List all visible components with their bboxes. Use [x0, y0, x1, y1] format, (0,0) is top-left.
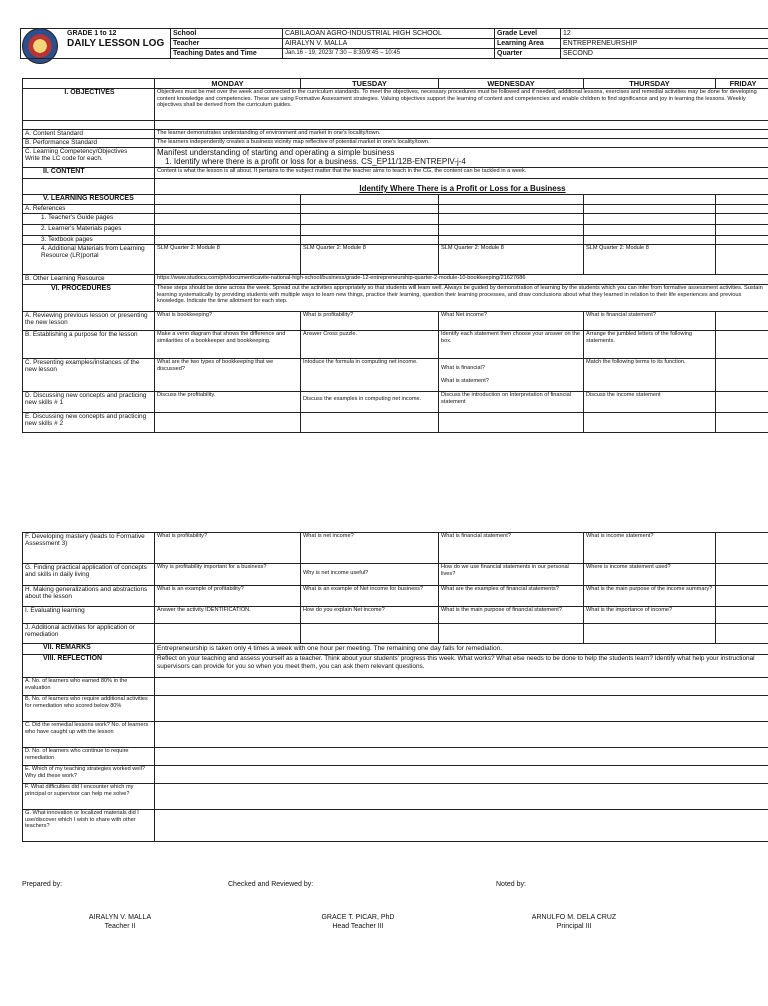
procedure-a-thu: What is financial statement? — [584, 312, 716, 331]
procedure-g-wed: How do we use financial statements in our personal lives? — [439, 564, 584, 586]
procedures-title: VI. PROCEDURES — [23, 285, 155, 312]
content-title: II. CONTENT — [23, 168, 155, 179]
content-topic: Identify Where There is a Profit or Loss for a Business — [155, 179, 768, 195]
procedure-j-thu — [584, 624, 716, 644]
procedure-c-tue: Intoduce the formula in computing net income. — [301, 359, 439, 392]
remarks-title: VII. REMARKS — [23, 644, 155, 655]
dates-value: Jan.16 - 19, 2023/ 7:30 – 8:30/9:45 – 10:45 — [283, 49, 495, 59]
procedure-a-tue: What is profitability? — [301, 312, 439, 331]
school-label: School — [171, 29, 283, 39]
competency-line2: 1. Identify where there is a profit or loss for a business. CS_EP11/12B-ENTREPIV-j-4 — [165, 157, 466, 166]
additional-materials-wed: SLM Quarter 2: Module 8 — [439, 245, 584, 275]
additional-materials-thu: SLM Quarter 2: Module 8 — [584, 245, 716, 275]
procedure-b-thu: Arrange the jumbled letters of the following statements. — [584, 331, 716, 359]
procedure-c-wed — [439, 359, 584, 392]
prepared-by-name: AIRALYN V. MALLA — [88, 914, 152, 921]
teachers-guide-label: 1. Teacher's Guide pages — [23, 214, 155, 225]
checked-by-name: GRACE T. PICAR, PhD — [321, 914, 395, 921]
noted-by-label: Noted by: — [496, 881, 526, 888]
reflection-item-c: C. Did the remedial lessons work? No. of learners who have caught up with the lesson — [23, 722, 155, 748]
additional-materials-label: 4. Additional Materials from Learning Resource (LR)portal — [23, 245, 155, 275]
prepared-by-title: Teacher II — [104, 923, 136, 930]
learners-materials-label: 2. Learner's Materials pages — [23, 225, 155, 236]
procedure-f-wed: What is financial statement? — [439, 533, 584, 564]
noted-by-signatory — [512, 913, 636, 931]
procedure-c-wed-q2: What is statement? — [441, 377, 489, 384]
teacher-value: AIRALYN V. MALLA — [283, 39, 495, 49]
other-resource-link[interactable]: https://www.studocu.com/ph/document/cavite-national-high-school/business/grade-12-entrepreneurship-quarter-2-module-10-bookkeeping/21627686 — [155, 275, 768, 285]
reflection-item-a: A. No. of learners who earned 80% in the evaluation — [23, 678, 155, 696]
noted-by-name: ARNULFO M. DELA CRUZ — [531, 914, 617, 921]
reflection-item-f: F. What difficulties did I encounter which my principal or supervisor can help me solve? — [23, 784, 155, 810]
procedure-e-tue — [301, 413, 439, 433]
procedure-c-label: C. Presenting examples/instances of the new lesson — [23, 359, 155, 392]
remarks-text: Entrepreneurship is taken only 4 times a week with one hour per meeting. The remaining one day falls for remediation. — [155, 644, 768, 655]
procedure-c-thu: Match the following terms to its function. — [584, 359, 716, 392]
lesson-log-table-page2 — [22, 532, 768, 842]
header-title-cell — [21, 29, 171, 59]
procedure-b-wed: Identify each statement then choose your answer on the box. — [439, 331, 584, 359]
procedure-c-wed-q1: What is financial? — [441, 365, 485, 371]
procedure-i-thu: What is the importance of income? — [584, 607, 716, 624]
procedure-b-mon: Make a venn diagram that shows the difference and similarities of a bookkeeper and bookkeeping. — [155, 331, 301, 359]
procedure-d-tue: Discuss the examples in computing net income. — [301, 392, 439, 413]
procedure-h-wed: What are the examples of financial statements? — [439, 586, 584, 607]
day-wednesday: WEDNESDAY — [439, 79, 584, 89]
reflection-item-b: B. No. of learners who require additional activities for remediation who scored below 80% — [23, 696, 155, 722]
resources-title: V. LEARNING RESOURCES — [23, 195, 155, 205]
procedure-j-mon — [155, 624, 301, 644]
objectives-text: Objectives must be met over the week and connected to the curriculum standards. To meet the objectives, necessary procedures must be followed and if needed, additional lessons, exercises and remedial activities may be done for developing content knowledge and competencies. These are using Formative Assessment strategies. Valuing objectives support the learning of content and competencies and enable children to find significance and joy in learning the lessons. Weekly objectives shall be derived from the curriculum guides. — [155, 89, 768, 121]
procedure-f-mon: What is profitability? — [155, 533, 301, 564]
procedure-a-wed: What Net income? — [439, 312, 584, 331]
competency-text — [155, 148, 768, 168]
day-monday: MONDAY — [155, 79, 301, 89]
procedure-e-label: E. Discussing new concepts and practicing new skills # 2 — [23, 413, 155, 433]
procedure-g-mon: Why is profitability important for a business? — [155, 564, 301, 586]
other-resource-label: B. Other Learning Resource — [23, 275, 155, 285]
competency-line1: Manifest understanding of starting and operating a simple business — [157, 148, 395, 157]
checked-by-title: Head Teacher III — [332, 923, 384, 930]
competency-label-line2: Write the LC code for each. — [25, 155, 103, 163]
day-friday: FRIDAY — [716, 79, 768, 89]
procedure-f-label: F. Developing mastery (leads to Formative Assessment 3) — [23, 533, 155, 564]
grade-value: 12 — [561, 29, 768, 39]
prepared-by-label: Prepared by: — [22, 881, 63, 888]
textbook-label: 3. Textbook pages — [23, 236, 155, 245]
procedure-j-wed — [439, 624, 584, 644]
doc-title: DAILY LESSON LOG — [67, 38, 165, 49]
procedure-b-label: B. Establishing a purpose for the lesson — [23, 331, 155, 359]
competency-label — [23, 148, 155, 168]
objectives-title: I. OBJECTIVES — [23, 89, 155, 121]
procedure-f-tue: What is net income? — [301, 533, 439, 564]
procedure-g-tue: Why is net income useful? — [301, 564, 439, 586]
quarter-value: SECOND — [561, 49, 768, 59]
day-tuesday: TUESDAY — [301, 79, 439, 89]
procedure-d-wed: Discuss the introduction on Interpretation of financial statement — [439, 392, 584, 413]
procedure-j-label: J. Additional activities for application or remediation — [23, 624, 155, 644]
day-thursday: THURSDAY — [584, 79, 716, 89]
procedure-g-thu: Where is income statement used? — [584, 564, 716, 586]
content-standard-label: A. Content Standard — [23, 130, 155, 139]
procedure-e-mon — [155, 413, 301, 433]
lesson-log-table-page1 — [22, 78, 768, 433]
procedure-f-thu: What is income statement? — [584, 533, 716, 564]
grade-label: Grade Level — [495, 29, 561, 39]
performance-standard-text: The learners independently creates a business vicinity map reflective of potential market in one's locality/town. — [155, 139, 768, 148]
references-label: A. References — [23, 205, 155, 214]
procedure-h-mon: What is an example of profitability? — [155, 586, 301, 607]
quarter-label: Quarter — [495, 49, 561, 59]
prepared-by-signatory — [60, 913, 180, 931]
area-label: Learning Area — [495, 39, 561, 49]
reflection-text: Reflect on your teaching and assess yourself as a teacher. Think about your students' progress this week. What works? What else needs to be done to help the students learn? Identify what help your instructional supervisors can provide for you so when you meet them, you can ask them relevant questions. — [155, 655, 768, 678]
procedure-d-mon: Discuss the profitability. — [155, 392, 301, 413]
additional-materials-tue: SLM Quarter 2: Module 8 — [301, 245, 439, 275]
additional-materials-mon: SLM Quarter 2: Module 8 — [155, 245, 301, 275]
procedure-c-mon: What are the two types of bookkeeping that we discussed? — [155, 359, 301, 392]
area-value: ENTREPRENEURSHIP — [561, 39, 768, 49]
procedure-h-thu: What is the main purpose of the income summary? — [584, 586, 716, 607]
procedure-a-label: A. Reviewing previous lesson or presenting the new lesson — [23, 312, 155, 331]
procedures-text: These steps should be done across the week. Spread out the activities appropriately so that students will learn well. Always be guided by demonstration of learning by the students which you can infer from formative assessment activities. Sustain learning systematically by providing students with multiple ways to learn new things, practice their learning, question their learning processes, and draw conclusions about what they learned in relation to their life experiences and previous knowledge. Indicate the time allotment for each step. — [155, 285, 768, 312]
content-text: Content is what the lesson is all about. It pertains to the subject matter that the teacher aims to teach in the CG, the content can be tackled in a week. — [155, 168, 768, 179]
procedure-i-tue: How do you explain Net income? — [301, 607, 439, 624]
reflection-title: VIII. REFLECTION — [23, 655, 155, 678]
teacher-label: Teacher — [171, 39, 283, 49]
reflection-item-e: E. Which of my teaching strategies worked well? Why did these work? — [23, 766, 155, 784]
procedure-d-thu: Discuss the income statement — [584, 392, 716, 413]
procedure-h-tue: What is an example of Net income for business? — [301, 586, 439, 607]
school-value: CABILAOAN AGRO-INDUSTRIAL HIGH SCHOOL — [283, 29, 495, 39]
competency-label-line1: C. Learning Competency/Objectives — [25, 148, 128, 155]
procedure-e-wed — [439, 413, 584, 433]
procedure-d-label: D. Discussing new concepts and practicing new skills # 1 — [23, 392, 155, 413]
checked-by-signatory — [298, 913, 418, 931]
procedure-i-label: I. Evaluating learning — [23, 607, 155, 624]
procedure-g-label: G. Finding practical application of concepts and skills in daily living — [23, 564, 155, 586]
reflection-item-d: D. No. of learners who continue to require remediation — [23, 748, 155, 766]
checked-by-label: Checked and Reviewed by: — [228, 881, 314, 888]
reflection-item-g: G. What innovation or localized materials did I use/discover which I wish to share with other teachers? — [23, 810, 155, 842]
procedure-i-mon: Answer the activity IDENTIFICATION. — [155, 607, 301, 624]
procedure-i-wed: What is the main purpose of financial statement? — [439, 607, 584, 624]
header-table — [20, 28, 768, 59]
dates-label: Teaching Dates and Time — [171, 49, 283, 59]
procedure-a-mon: What is bookkeeping? — [155, 312, 301, 331]
procedure-b-tue: Answer Cross puzzle. — [301, 331, 439, 359]
procedure-j-tue — [301, 624, 439, 644]
procedure-e-thu — [584, 413, 716, 433]
noted-by-title: Principal III — [556, 923, 592, 930]
performance-standard-label: B. Performance Standard — [23, 139, 155, 148]
procedure-h-label: H. Making generalizations and abstractions about the lesson — [23, 586, 155, 607]
content-standard-text: The learner demonstrates understanding of environment and market in one's locality/town. — [155, 130, 768, 139]
grade-range: GRADE 1 to 12 — [67, 30, 117, 37]
